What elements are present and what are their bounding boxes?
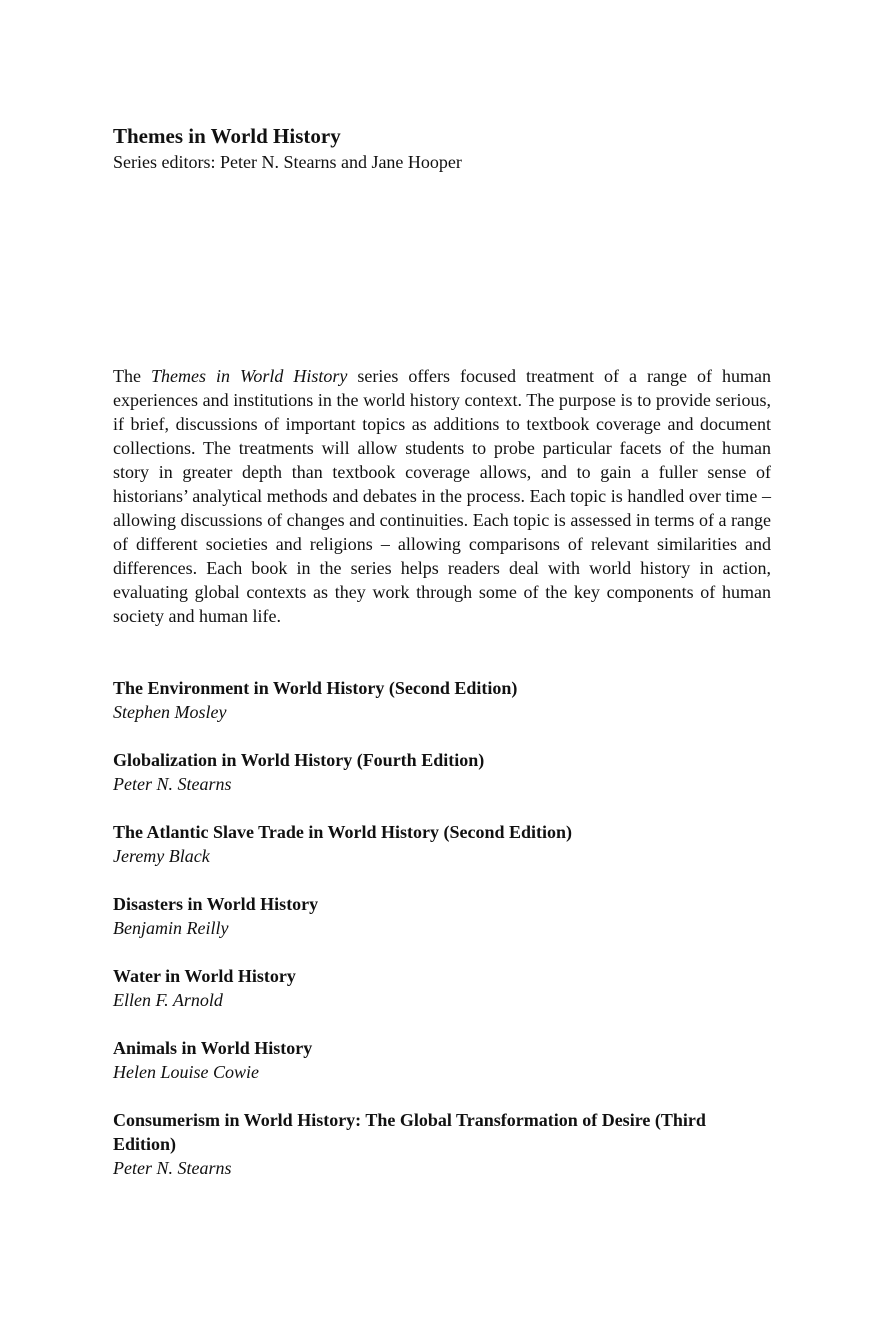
series-description — [113, 364, 771, 628]
book-entry — [113, 892, 773, 940]
book-entry — [113, 964, 773, 1012]
book-author: Jeremy Black — [113, 846, 210, 866]
description-series-name: Themes in World History — [151, 366, 348, 386]
book-author: Stephen Mosley — [113, 702, 227, 722]
book-author: Peter N. Stearns — [113, 774, 232, 794]
book-title: Globalization in World History (Fourth Edition) — [113, 750, 485, 770]
book-title: The Environment in World History (Second Edition) — [113, 678, 518, 698]
book-author: Peter N. Stearns — [113, 1158, 232, 1178]
series-title: Themes in World History — [113, 124, 341, 148]
book-entry — [113, 748, 773, 796]
book-author: Benjamin Reilly — [113, 918, 229, 938]
book-title: Disasters in World History — [113, 894, 319, 914]
book-entry — [113, 1036, 773, 1084]
description-lead: The — [113, 366, 151, 386]
book-title: Consumerism in World History: The Global Transformation of Desire (Third Edition) — [113, 1110, 706, 1154]
book-author: Ellen F. Arnold — [113, 990, 223, 1010]
series-header — [113, 122, 773, 174]
book-title: The Atlantic Slave Trade in World History (Second Edition) — [113, 822, 573, 842]
book-list — [113, 676, 773, 1204]
book-entry — [113, 1108, 773, 1180]
book-entry — [113, 820, 773, 868]
book-entry — [113, 676, 773, 724]
book-title: Water in World History — [113, 966, 296, 986]
book-author: Helen Louise Cowie — [113, 1062, 259, 1082]
series-editors: Series editors: Peter N. Stearns and Jane Hooper — [113, 152, 462, 172]
book-title: Animals in World History — [113, 1038, 313, 1058]
description-body: series offers focused treatment of a range of human experiences and institutions in the world history context. The purpose is to provide serious, if brief, discussions of important topics as additions to textbook coverage and document collections. The treatments will allow students to probe particular facets of the human story in greater depth than textbook coverage allows, and to gain a fuller sense of historians’ analytical methods and debates in the process. Each topic is handled over time – allowing discussions of changes and continuities. Each topic is assessed in terms of a range of different societies and religions – allowing comparisons of relevant similarities and differences. Each book in the series helps readers deal with world history in action, evaluating global contexts as they work through some of the key components of human society and human life. — [113, 366, 771, 626]
